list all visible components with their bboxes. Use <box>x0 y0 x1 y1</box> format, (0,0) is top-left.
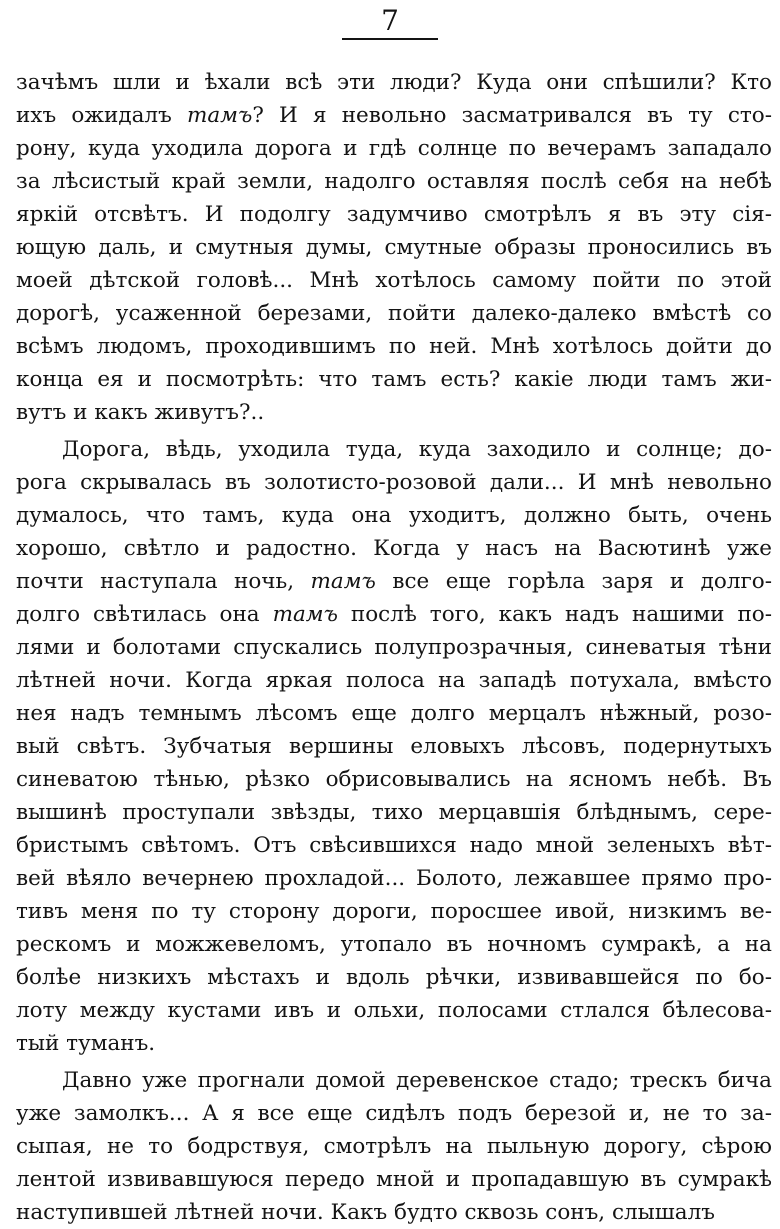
text-segment: долго свѣтилась она <box>16 602 273 627</box>
text-line: лоту между кустами ивъ и ольхи, полосами стлался бѣлесова- <box>16 998 772 1023</box>
text-line: тый туманъ. <box>16 1031 156 1056</box>
text-line: рога скрывалась въ золотисто-розовой дали... И мнѣ невольно <box>16 470 772 495</box>
text-line <box>16 598 772 631</box>
text-segment: ихъ ожидалъ <box>16 103 187 128</box>
emphasized-word: тамъ <box>186 103 253 128</box>
text-line: моей дѣтской головѣ... Мнѣ хотѣлось самому пойти по этой <box>16 268 772 293</box>
text-line: хорошо, свѣтло и радостно. Когда у насъ на Васютинѣ уже <box>16 536 772 561</box>
text-line: конца ея и посмотрѣть: что тамъ есть? какіе люди тамъ жи- <box>16 367 772 392</box>
text-line: лѣтней ночи. Когда яркая полоса на западѣ потухала, вмѣсто <box>16 668 772 693</box>
text-segment: все еще горѣла заря и долго- <box>375 569 772 594</box>
text-segment: ? И я невольно засматривался въ ту сто- <box>252 103 772 128</box>
text-line: Давно уже прогнали домой деревенское стадо; трескъ бича <box>62 1068 772 1093</box>
text-line <box>16 99 772 132</box>
paragraph <box>16 433 772 1060</box>
text-line: ющую даль, и смутныя думы, смутные образы проносились въ <box>16 235 772 260</box>
body-text <box>16 66 772 1229</box>
text-line: тивъ меня по ту сторону дороги, поросшее ивой, низкимъ ве- <box>16 899 772 924</box>
text-line: вышинѣ проступали звѣзды, тихо мерцавшія блѣднымъ, сере- <box>16 800 772 825</box>
page-header <box>0 4 780 40</box>
page-number: 7 <box>342 4 438 40</box>
text-line: болѣе низкихъ мѣстахъ и вдоль рѣчки, извивавшейся по бо- <box>16 965 772 990</box>
text-line: вей вѣяло вечернею прохладой... Болото, лежавшее прямо про- <box>16 866 772 891</box>
text-line: всѣмъ людомъ, проходившимъ по ней. Мнѣ хотѣлось дойти до <box>16 334 772 359</box>
text-line: рескомъ и можжевеломъ, утопало въ ночномъ сумракѣ, а на <box>16 932 772 957</box>
text-line: нея надъ темнымъ лѣсомъ еще долго мерцалъ нѣжный, розо- <box>16 701 772 726</box>
text-segment: почти наступала ночь, <box>16 569 311 594</box>
text-line: уже замолкъ... А я все еще сидѣлъ подъ березой и, не то за- <box>16 1101 772 1126</box>
text-line: лентой извивавшуюся передо мной и пропадавшую въ сумракѣ <box>16 1167 772 1192</box>
text-line: синеватою тѣнью, рѣзко обрисовывались на ясномъ небѣ. Въ <box>16 767 772 792</box>
text-line: наступившей лѣтней ночи. Какъ будто сквозь сонъ, слышалъ <box>16 1200 715 1225</box>
paragraph <box>16 66 772 429</box>
text-line: яркій отсвѣтъ. И подолгу задумчиво смотрѣлъ я въ эту сія- <box>16 202 772 227</box>
text-line: дорогѣ, усаженной березами, пойти далеко-далеко вмѣстѣ со <box>16 301 772 326</box>
text-line: бристымъ свѣтомъ. Отъ свѣсившихся надо мной зеленыхъ вѣт- <box>16 833 772 858</box>
text-line: Дорога, вѣдь, уходила туда, куда заходило и солнце; до- <box>62 437 772 462</box>
text-segment: послѣ того, какъ надъ нашими по- <box>337 602 773 627</box>
text-line: думалось, что тамъ, куда она уходитъ, должно быть, очень <box>16 503 772 528</box>
text-line <box>16 565 772 598</box>
text-line: лями и болотами спускались полупрозрачныя, синеватыя тѣни <box>16 635 772 660</box>
emphasized-word: тамъ <box>272 602 338 627</box>
text-line: рону, куда уходила дорога и гдѣ солнце по вечерамъ западало <box>16 136 772 161</box>
text-line: за лѣсистый край земли, надолго оставляя послѣ себя на небѣ <box>16 169 772 194</box>
emphasized-word: тамъ <box>310 569 376 594</box>
text-line: вый свѣтъ. Зубчатыя вершины еловыхъ лѣсовъ, подернутыхъ <box>16 734 772 759</box>
paragraph <box>16 1064 772 1229</box>
text-line: сыпая, не то бодрствуя, смотрѣлъ на пыльную дорогу, сѣрою <box>16 1134 772 1159</box>
text-line: вутъ и какъ живутъ?.. <box>16 400 265 425</box>
text-line: зачѣмъ шли и ѣхали всѣ эти люди? Куда они спѣшили? Кто <box>16 70 772 95</box>
